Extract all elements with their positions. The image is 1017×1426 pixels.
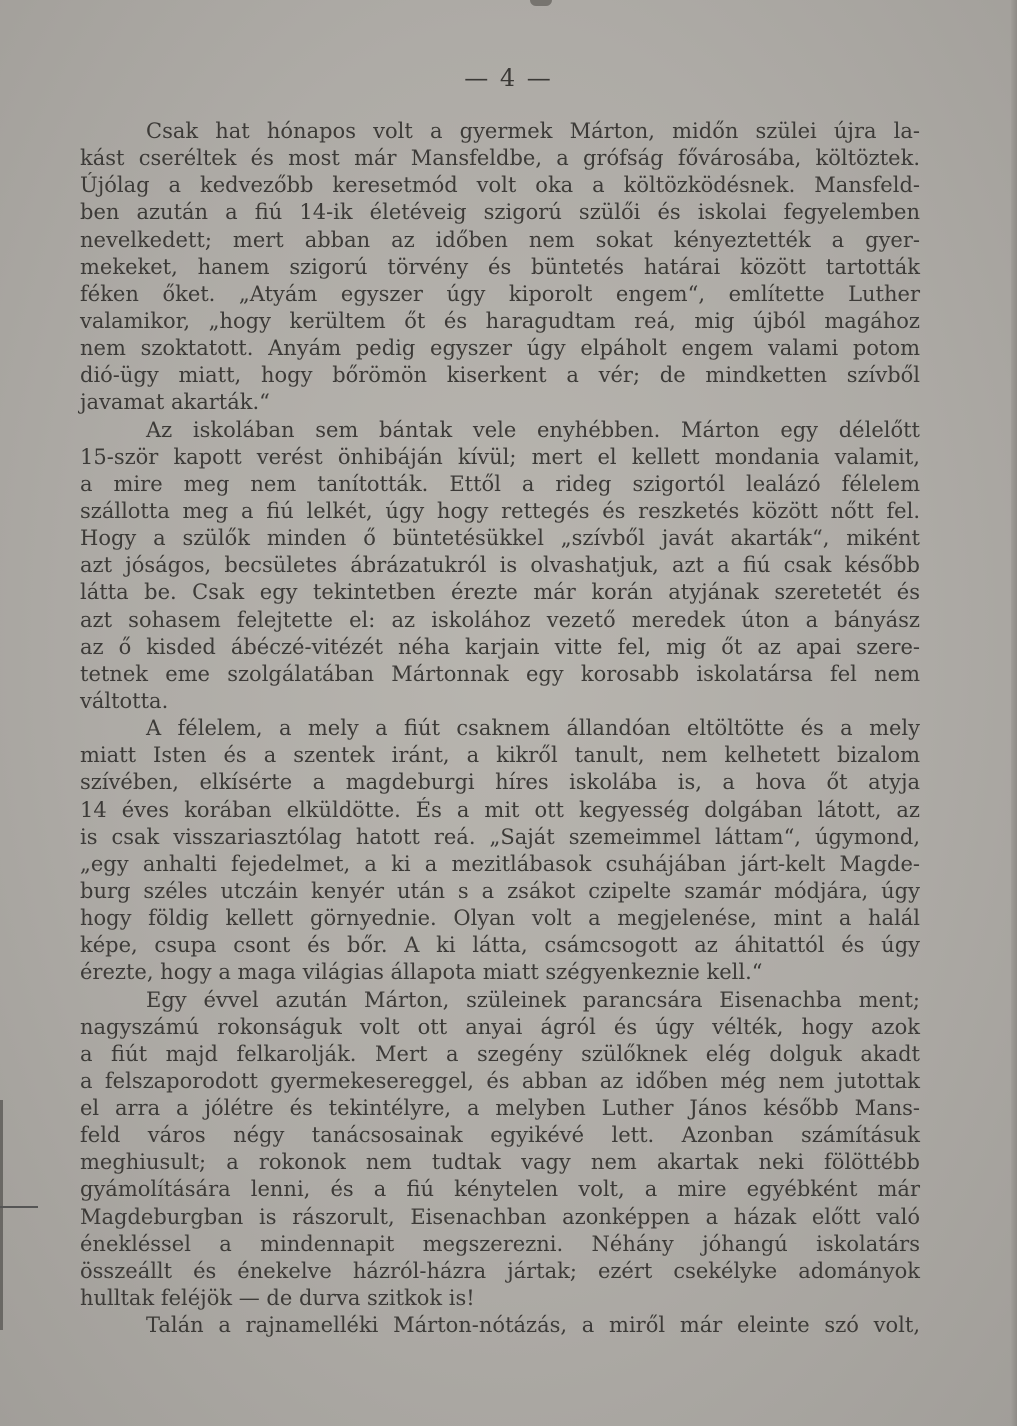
text-line: is csak visszariasztólag hatott reá. „Saját szemeimmel láttam“, úgymond, bbox=[80, 824, 920, 849]
text-line: feld város négy tanácsosainak egyikévé lett. Azonban számításuk bbox=[80, 1123, 920, 1148]
text-line: miatt Isten és a szentek iránt, a kikről tanult, nem kelhetett bizalom bbox=[80, 743, 920, 768]
text-line: hulltak feléjök — de durva szitkok is! bbox=[80, 1286, 475, 1311]
text-line: nevelkedett; mert abban az időben nem sokat kényeztették a gyer- bbox=[80, 227, 920, 252]
text-line: gyámolítására lenni, és a fiú kénytelen volt, a mire egyébként már bbox=[80, 1177, 920, 1202]
text-line: 14 éves korában elküldötte. És a mit ott kegyesség dolgában látott, az bbox=[80, 797, 920, 822]
text-line: Egy évvel azután Márton, szüleinek parancsára Eisenachba ment; bbox=[146, 987, 920, 1012]
text-line: váltotta. bbox=[80, 688, 169, 713]
text-line: tetnek eme szolgálatában Mártonnak egy korosabb iskolatársa fel nem bbox=[80, 661, 920, 686]
page-edge-shadow bbox=[1011, 0, 1017, 1426]
text-line: 15-ször kapott verést önhibáján kívül; mert el kellett mondania valamit, bbox=[80, 444, 920, 469]
text-line: Csak hat hónapos volt a gyermek Márton, midőn szülei újra la- bbox=[146, 119, 920, 143]
text-line: valamikor, „hogy kerültem őt és haragudtam reá, mig újból magához bbox=[80, 308, 920, 333]
text-line: az ő kisded ábéczé-vitézét néha karjain vitte fel, mig őt az apai szere- bbox=[80, 634, 920, 659]
text-line: szállotta meg a fiú lelkét, úgy hogy rettegés és reszketés között nőtt fel. bbox=[80, 498, 920, 523]
text-line: azt sohasem felejtette el: az iskolához vezető meredek úton a bányász bbox=[80, 607, 920, 632]
text-line: Újólag a kedvezőbb keresetmód volt oka a költözködésnek. Mansfeld- bbox=[80, 173, 920, 198]
text-line: kást cseréltek és most már Mansfeldbe, a grófság fővárosába, költöztek. bbox=[80, 146, 920, 171]
margin-mark bbox=[0, 1206, 38, 1208]
text-line: hogy földig kellett görnyednie. Olyan volt a megjelenése, mint a halál bbox=[80, 906, 920, 931]
text-line: szívében, elkísérte a magdeburgi híres iskolába is, a hova őt atyja bbox=[80, 770, 920, 795]
text-line: féken őket. „Atyám egyszer úgy kiporolt engem“, említette Luther bbox=[80, 281, 920, 306]
text-line: Magdeburgban is rászorult, Eisenachban azonképpen a házak előtt való bbox=[80, 1204, 920, 1229]
text-line: meghiusult; a rokonok nem tudtak vagy nem akartak neki fölöttébb bbox=[80, 1150, 920, 1175]
text-line: énekléssel a mindennapit megszerezni. Néhány jóhangú iskolatárs bbox=[80, 1231, 920, 1256]
text-line: Hogy a szülők minden ő büntetésükkel „szívből javát akarták“, miként bbox=[80, 526, 920, 551]
body-text bbox=[80, 118, 920, 1339]
text-line: burg széles utczáin kenyér után s a zsákot czipelte szamár módjára, úgy bbox=[80, 878, 920, 903]
text-line: mekeket, hanem szigorú törvény és büntetés határai között tartották bbox=[80, 254, 920, 279]
top-speck bbox=[530, 0, 552, 6]
binding-edge bbox=[0, 1100, 3, 1330]
text-line: a fiút majd felkarolják. Mert a szegény szülőknek elég dolguk akadt bbox=[80, 1041, 920, 1066]
text-line: el arra a jólétre és tekintélyre, a melyben Luther János később Mans- bbox=[80, 1096, 920, 1121]
text-line: „egy anhalti fejedelmet, a ki a mezitlábasok csuhájában járt-kelt Magde- bbox=[80, 851, 920, 876]
text-line: látta be. Csak egy tekintetben érezte már korán atyjának szeretetét és bbox=[80, 580, 920, 605]
text-line: érezte, hogy a maga világias állapota miatt szégyenkeznie kell.“ bbox=[80, 960, 763, 985]
text-line: a felszaporodott gyermekesereggel, és abban az időben még nem jutottak bbox=[80, 1068, 920, 1093]
text-line: Talán a rajnamelléki Márton-nótázás, a miről már eleinte szó volt, bbox=[146, 1313, 920, 1338]
text-line: A félelem, a mely a fiút csaknem állandóan eltöltötte és a mely bbox=[146, 716, 920, 741]
text-line: ben azután a fiú 14-ik életéveig szigorú szülői és iskolai fegyelemben bbox=[80, 200, 920, 225]
text-line: azt jóságos, becsületes ábrázatukról is olvashatjuk, azt a fiú csak később bbox=[80, 553, 920, 578]
text-line: képe, csupa csont és bőr. A ki látta, csámcsogott az áhitattól és úgy bbox=[80, 933, 920, 958]
text-line: dió-ügy miatt, hogy bőrömön kiserkent a vér; de mindketten szívből bbox=[80, 363, 920, 388]
text-line: nem szoktatott. Anyám pedig egyszer úgy elpáholt engem valami potom bbox=[80, 336, 920, 361]
text-line: Az iskolában sem bántak vele enyhébben. Márton egy délelőtt bbox=[146, 417, 920, 442]
text-line: a mire meg nem tanították. Ettől a rideg szigortól lealázó félelem bbox=[80, 471, 920, 496]
page-number: — 4 — bbox=[464, 64, 553, 92]
text-line: nagyszámú rokonságuk volt ott anyai ágról és úgy vélték, hogy azok bbox=[80, 1014, 920, 1039]
text-line: javamat akarták.“ bbox=[80, 390, 270, 415]
text-line: összeállt és énekelve házról-házra jártak; ezért csekélyke adományok bbox=[80, 1258, 920, 1283]
